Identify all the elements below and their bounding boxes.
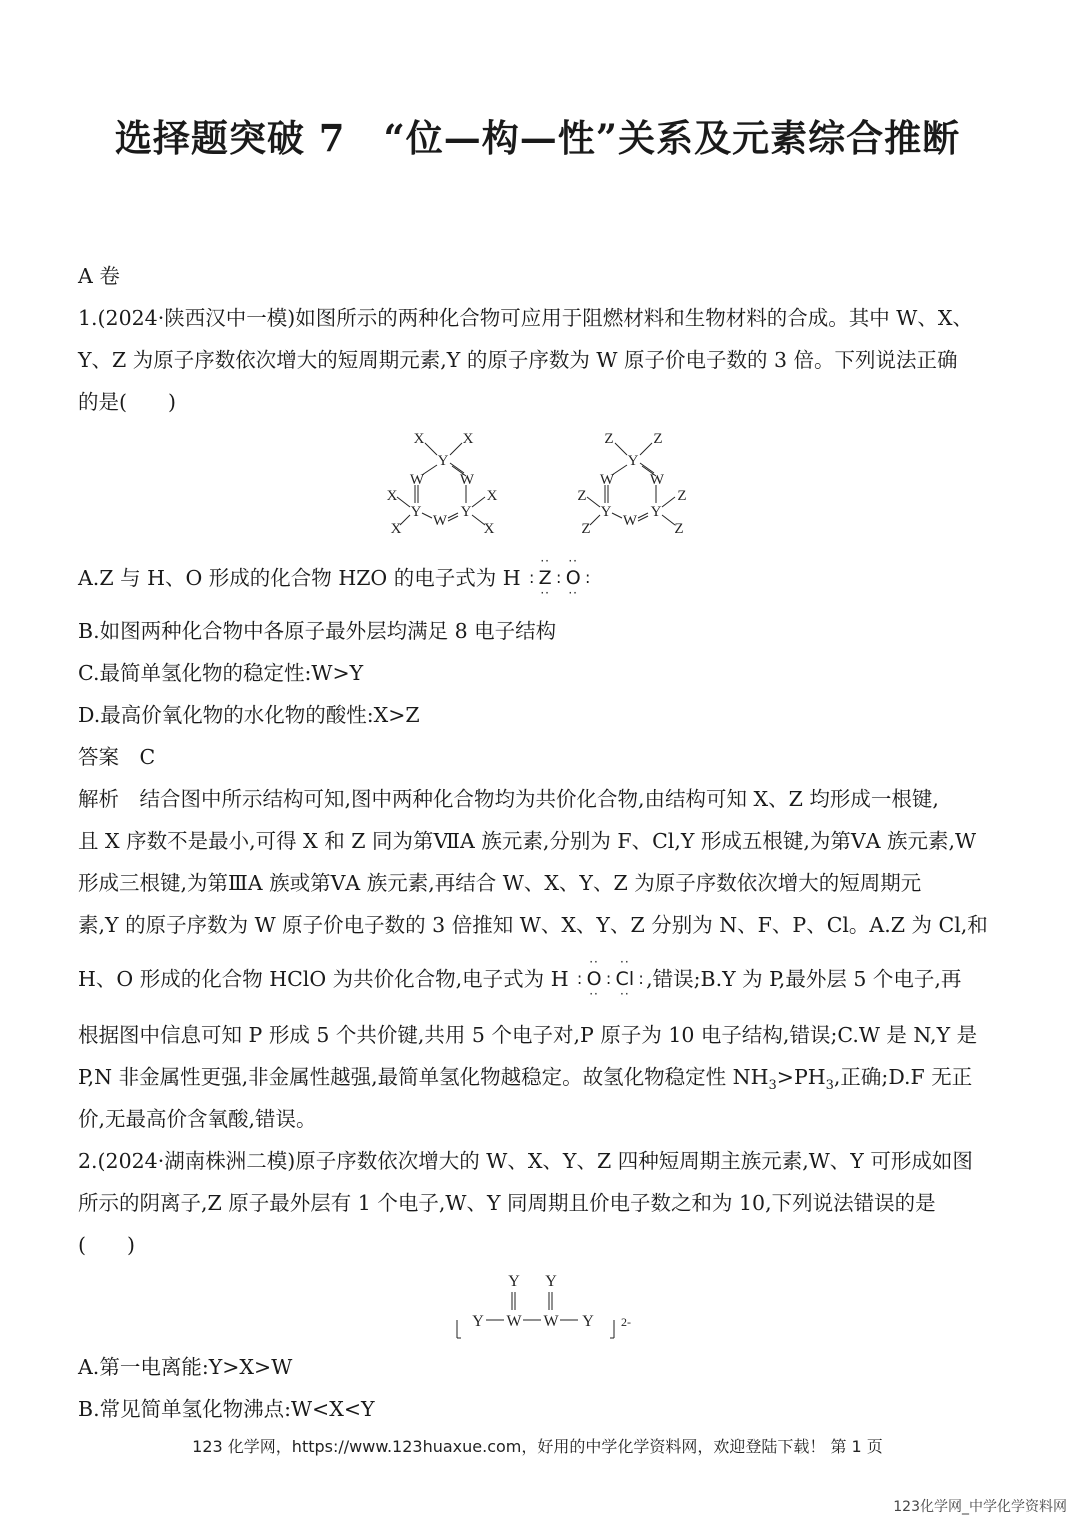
mol2-label: Z (677, 488, 687, 504)
q1-option-c: C.最简单氢化物的稳定性:W>Y (78, 661, 364, 685)
analysis-text: P,N 非金属性更强,非金属性越强,最简单氢化物越稳定。故氢化物稳定性 NH (78, 1065, 769, 1089)
mol1-label: X (413, 431, 425, 447)
mol2-label: Y (627, 453, 639, 469)
q1-option-b: B.如图两种化合物中各原子最外层均满足 8 电子结构 (78, 619, 557, 643)
q2-stem-line: 2.(2024·湖南株洲二模)原子序数依次增大的 W、X、Y、Z 四种短周期主族元素,W、Y 可形成如图 (78, 1149, 973, 1173)
ion-label: Y (582, 1313, 594, 1330)
q1-stem-line: 的是( ) (78, 390, 176, 414)
subscript: 3 (825, 1078, 834, 1094)
option-a-text: A.Z 与 H、O 形成的化合物 HZO 的电子式为 H (78, 566, 521, 590)
electron-formula-hzo: : ·· Z ·· : ·· O ·· : (528, 554, 591, 600)
mol1-label: X (483, 521, 495, 537)
q1-option-d: D.最高价氧化物的水化物的酸性:X>Z (78, 703, 420, 727)
watermark: 123化学网_中学化学资料网 (893, 1499, 1067, 1515)
analysis-text: ,错误;B.Y 为 P,最外层 5 个电子,再 (646, 967, 962, 991)
analysis-text: H、O 形成的化合物 HClO 为共价化合物,电子式为 H (78, 967, 569, 991)
mol1-label: X (390, 521, 402, 537)
electron-formula-hclo: : ·· O ·· : ·· Cl ·· : (576, 955, 644, 1001)
q1-stem-line: 1.(2024·陕西汉中一模)如图所示的两种化合物可应用于阻燃材料和生物材料的合成。其中 W、X、 (78, 306, 973, 330)
mol2-label: W (599, 472, 615, 488)
mol1-label: Y (460, 504, 472, 520)
analysis-text: ,正确;D.F 无正 (833, 1065, 973, 1089)
atom-cl: Cl (615, 968, 635, 990)
mol1-label: W (459, 472, 475, 488)
mol2-label: Y (600, 504, 612, 520)
mol1-label: W (409, 472, 425, 488)
mol2-label: Z (604, 431, 614, 447)
q1-analysis-nh3-line (78, 1063, 972, 1100)
mol2-label: Y (650, 504, 662, 520)
q1-analysis-formula-line (78, 955, 962, 1001)
mol2-label: Z (653, 431, 663, 447)
mol1-label: X (462, 431, 474, 447)
q2-anion-diagram (440, 1268, 640, 1344)
q1-analysis-line: 形成三根键,为第ⅢA 族或第ⅤA 族元素,再结合 W、X、Y、Z 为原子序数依次增大的短周期元 (78, 871, 922, 895)
mol1-label: Y (410, 504, 422, 520)
q1-analysis-line: 解析 结合图中所示结构可知,图中两种化合物均为共价化合物,由结构可知 X、Z 均形成一根键, (78, 787, 939, 811)
q1-option-a (78, 554, 593, 600)
analysis-text: >PH (776, 1065, 826, 1089)
mol1-label: W (432, 513, 448, 529)
ion-label: W (506, 1313, 522, 1330)
mol2-label: Z (581, 521, 591, 537)
mol2-label: Z (577, 488, 587, 504)
mol1-label: X (386, 488, 398, 504)
mol1-label: X (486, 488, 498, 504)
atom-z: Z (538, 567, 552, 589)
subscript: 3 (768, 1078, 777, 1094)
mol1-label: Y (437, 453, 449, 469)
mol2-label: W (649, 472, 665, 488)
ion-label: Y (508, 1273, 520, 1290)
atom-o: O (586, 968, 602, 990)
q1-stem-line: Y、Z 为原子序数依次增大的短周期元素,Y 的原子序数为 W 原子价电子数的 3 倍。下列说法正确 (78, 348, 958, 372)
q2-option-b: B.常见简单氢化物沸点:W<X<Y (78, 1397, 375, 1421)
q1-analysis-line: 根据图中信息可知 P 形成 5 个共价键,共用 5 个电子对,P 原子为 10 电子结构,错误;C.W 是 N,Y 是 (78, 1023, 978, 1047)
ion-label: Y (472, 1313, 484, 1330)
q1-answer: 答案 C (78, 745, 156, 769)
page-title: 选择题突破 7 “位—构—性”关系及元素综合推断 (114, 116, 961, 160)
section-label: A 卷 (78, 264, 120, 288)
q1-analysis-line: 价,无最高价含氧酸,错误。 (78, 1107, 317, 1131)
ion-charge: 2- (621, 1315, 631, 1329)
q1-analysis-line: 素,Y 的原子序数为 W 原子价电子数的 3 倍推知 W、X、Y、Z 分别为 N、F、P、Cl。A.Z 为 Cl,和 (78, 913, 988, 937)
page-footer: 123 化学网，https://www.123huaxue.com，好用的中学化学资料网，欢迎登陆下载！ 第 1 页 (192, 1437, 883, 1456)
ion-label: W (543, 1313, 559, 1330)
q2-stem-line: 所示的阴离子,Z 原子最外层有 1 个电子,W、Y 同周期且价电子数之和为 10,下列说法错误的是 (78, 1191, 936, 1215)
ion-label: Y (545, 1273, 557, 1290)
q1-molecule-diagrams (370, 425, 710, 543)
mol2-label: Z (674, 521, 684, 537)
atom-o: O (565, 567, 581, 589)
q2-stem-line: ( ) (78, 1233, 135, 1257)
mol2-label: W (622, 513, 638, 529)
q1-analysis-line: 且 X 序数不是最小,可得 X 和 Z 同为第ⅦA 族元素,分别为 F、Cl,Y 形成五根键,为第ⅤA 族元素,W (78, 829, 977, 853)
q2-option-a: A.第一电离能:Y>X>W (78, 1355, 293, 1379)
